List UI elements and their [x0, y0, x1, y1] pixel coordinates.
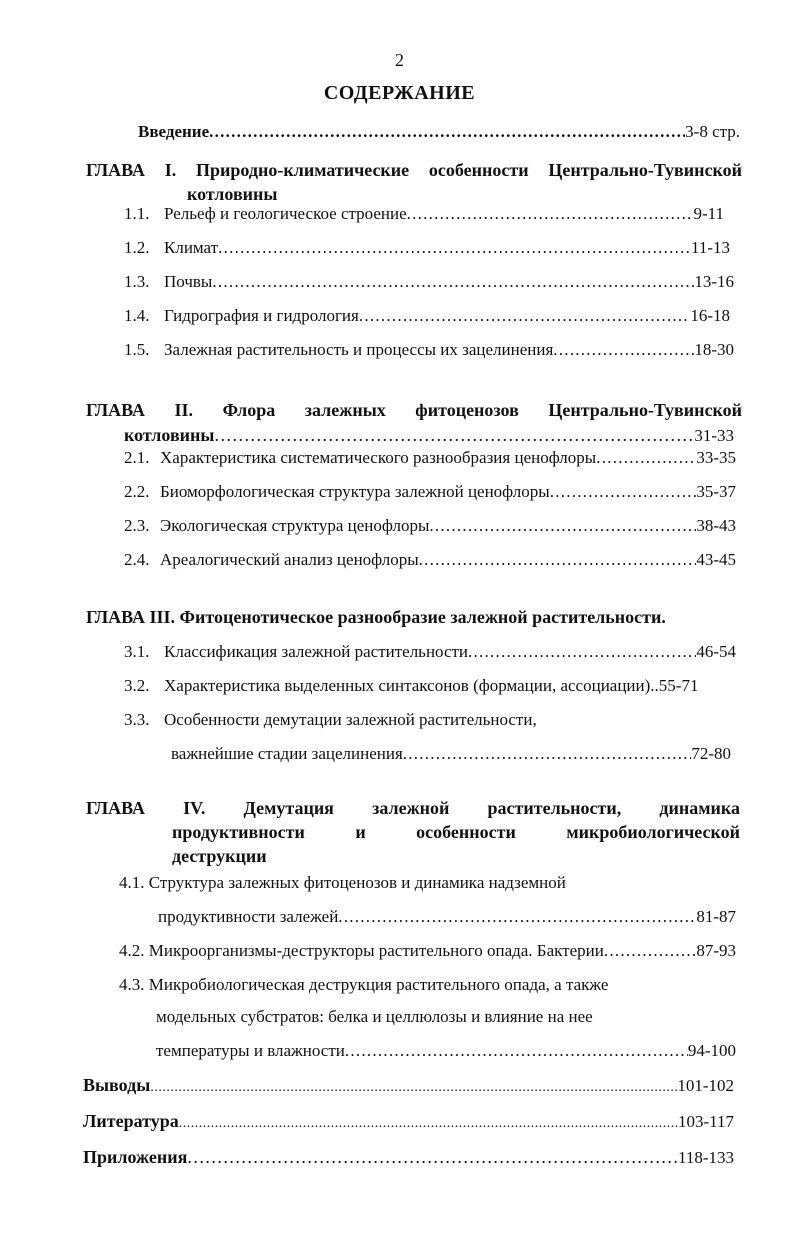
- toc-label: Климат: [164, 238, 219, 257]
- toc-entry-2-1: [124, 447, 736, 469]
- chapter-4-title-line1: ГЛАВА IV. Демутация залежной растительности, динамика: [86, 798, 740, 818]
- chapter-1-title-line1: ГЛАВА I. Природно-климатические особенности Центрально-Тувинской: [86, 160, 742, 180]
- toc-label: Экологическая структура ценофлоры: [160, 516, 430, 535]
- toc-label: Микробиологическая деструкция растительного опада, а также: [148, 975, 609, 994]
- chapter-2-title-line1: ГЛАВА II. Флора залежных фитоценозов Центрально-Тувинской: [86, 400, 742, 420]
- toc-entry-4-3: [119, 974, 608, 996]
- page-number: 2: [395, 50, 404, 70]
- toc-pages: 35-37: [696, 482, 736, 501]
- toc-entry-2-3: [124, 515, 736, 537]
- chapter-2-title-line2: [124, 424, 734, 447]
- toc-number: 3.3.: [124, 710, 150, 729]
- toc-entry-appendix: [83, 1146, 734, 1169]
- chapter-4-heading: [86, 796, 740, 868]
- toc-entry-1-4: [124, 305, 730, 327]
- toc-label: Характеристика систематического разнообразия ценофлоры: [160, 448, 597, 467]
- toc-label-cont: продуктивности залежей: [158, 907, 339, 926]
- toc-number: 4.2.: [119, 941, 145, 960]
- toc-pages: 81-87: [696, 907, 736, 926]
- toc-entry-4-3-cont: [156, 1040, 736, 1062]
- toc-label: Характеристика выделенных синтаксонов (формации, ассоциации)..: [164, 676, 659, 695]
- toc-number: 1.5.: [124, 340, 150, 359]
- toc-pages: 94-100: [687, 1041, 736, 1060]
- toc-number: 2.2.: [124, 482, 150, 501]
- chapter-3-title: ГЛАВА III. Фитоценотическое разнообразие залежной растительности.: [86, 607, 666, 627]
- toc-label: Биоморфологическая структура залежной ценофлоры: [160, 482, 550, 501]
- toc-label: Рельеф и геологическое строение: [164, 204, 407, 223]
- toc-pages: 43-45: [696, 550, 736, 569]
- chapter-1-title-line2: котловины: [187, 184, 278, 204]
- toc-number: 4.3.: [119, 975, 145, 994]
- toc-pages: 101-102: [677, 1076, 734, 1095]
- toc-label: Почвы: [164, 272, 213, 291]
- toc-title: СОДЕРЖАНИЕ: [323, 82, 476, 104]
- toc-entry-3-1: [124, 641, 736, 663]
- toc-pages: 33-35: [696, 448, 736, 467]
- toc-number: 4.1.: [119, 873, 145, 892]
- toc-number: 3.1.: [124, 642, 150, 661]
- toc-entry-1-1: [124, 203, 724, 225]
- toc-label: Гидрография и гидрология: [164, 306, 359, 325]
- toc-number: 2.3.: [124, 516, 150, 535]
- toc-label-cont1: модельных субстратов: белка и целлюлозы и влияние на нее: [156, 1007, 593, 1026]
- toc-pages: 18-30: [694, 340, 734, 359]
- toc-entry-intro: [138, 121, 740, 143]
- toc-pages: 31-33: [694, 426, 734, 445]
- toc-entry-1-3: [124, 271, 734, 293]
- toc-label: Структура залежных фитоценозов и динамика надземной: [148, 873, 566, 892]
- toc-entry-conclusions: [83, 1074, 734, 1099]
- toc-label: Классификация залежной растительности: [164, 642, 469, 661]
- toc-pages: 103-117: [677, 1112, 734, 1131]
- toc-label: Залежная растительность и процессы их зацелинения: [164, 340, 554, 359]
- toc-entry-literature: [83, 1110, 734, 1135]
- toc-number: 1.4.: [124, 306, 150, 325]
- toc-number: 2.1.: [124, 448, 150, 467]
- toc-number: 1.3.: [124, 272, 150, 291]
- toc-label: Приложения: [83, 1147, 188, 1167]
- chapter-4-title-line2: продуктивности и особенности микробиологической: [172, 822, 740, 842]
- toc-number: 3.2.: [124, 676, 150, 695]
- toc-number: 1.2.: [124, 238, 150, 257]
- toc-number: 2.4.: [124, 550, 150, 569]
- toc-label: Литература: [83, 1111, 179, 1131]
- toc-label-cont: важнейшие стадии зацелинения: [171, 744, 403, 763]
- chapter-2-heading: [86, 398, 742, 422]
- toc-entry-3-3: [124, 709, 537, 731]
- toc-entry-1-2: [124, 237, 730, 259]
- toc-number: 1.1.: [124, 204, 150, 223]
- toc-pages: 72-80: [691, 744, 731, 763]
- toc-entry-4-1: [119, 872, 566, 894]
- toc-pages: 16-18: [690, 306, 730, 325]
- toc-label: Ареалогический анализ ценофлоры: [160, 550, 419, 569]
- toc-label: Введение: [138, 122, 210, 141]
- toc-entry-4-2: [119, 940, 736, 962]
- toc-pages: 38-43: [696, 516, 736, 535]
- toc-pages: 46-54: [696, 642, 736, 661]
- toc-entry-2-4: [124, 549, 736, 571]
- chapter-4-title-line3: деструкции: [172, 846, 267, 866]
- toc-label: Особенности демутации залежной растительности,: [164, 710, 537, 729]
- toc-pages: 3-8 стр.: [685, 122, 740, 141]
- toc-label: котловины: [124, 425, 215, 445]
- toc-entry-2-2: [124, 481, 736, 503]
- toc-label: Выводы: [83, 1075, 151, 1095]
- toc-entry-1-5: [124, 339, 734, 361]
- toc-label: Микроорганизмы-деструкторы растительного опада. Бактерии: [148, 941, 604, 960]
- toc-pages: 118-133: [677, 1148, 734, 1167]
- toc-pages: 11-13: [690, 238, 730, 257]
- toc-entry-3-3-cont: [171, 743, 731, 765]
- toc-label-cont2: температуры и влажности: [156, 1041, 345, 1060]
- toc-entry-4-1-cont: [158, 906, 736, 928]
- toc-pages: 13-16: [694, 272, 734, 291]
- toc-pages: 55-71: [658, 676, 699, 695]
- toc-pages: 87-93: [696, 941, 736, 960]
- chapter-1-heading: [86, 158, 742, 206]
- toc-pages: 9-11: [693, 204, 724, 223]
- toc-entry-3-2: [124, 675, 738, 697]
